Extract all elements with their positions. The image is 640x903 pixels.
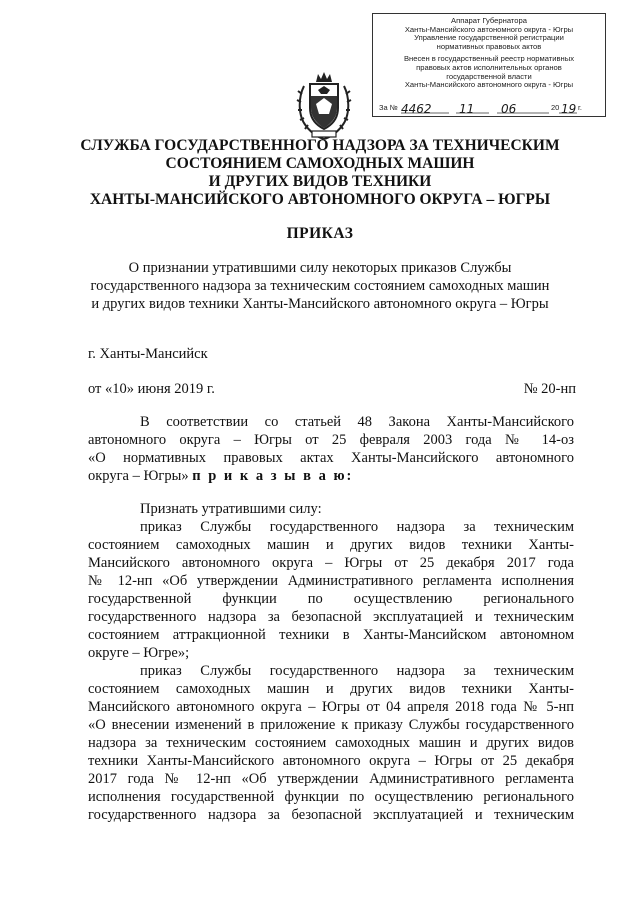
- body-line: Мансийского автономного округа – Югры от 25 декабря 2017 года: [88, 555, 574, 571]
- city: г. Ханты-Мансийск: [88, 346, 208, 362]
- subject-line: и других видов техники Ханты-Мансийского автономного округа – Югры: [91, 296, 549, 312]
- stamp-reg-month: 06: [501, 102, 517, 114]
- document-date: от «10» июня 2019 г.: [88, 381, 215, 397]
- coat-of-arms-emblem: [296, 68, 352, 142]
- stamp-reg-number: 4462: [401, 102, 432, 114]
- stamp-line: Внесен в государственный реестр нормативных: [403, 55, 575, 64]
- stamp-underline: [401, 112, 586, 114]
- stamp-reg-suffix: г.: [578, 103, 582, 113]
- body-line: надзора за техническим состоянием самоходных машин и других видов: [88, 735, 574, 751]
- body-line: [88, 467, 574, 485]
- stamp-reg-prefix: За №: [379, 103, 398, 113]
- document-body: [88, 413, 574, 824]
- body-line: техники Ханты-Мансийского автономного округа – Югры от 25 декабря: [88, 753, 574, 769]
- body-line: Мансийского автономного округа – Югры от 04 апреля 2018 года № 5-нп: [88, 699, 574, 715]
- agency-header: [40, 137, 600, 209]
- stamp-line: Аппарат Губернатора: [451, 17, 527, 25]
- subject-line: государственного надзора за техническим состоянием самоходных машин: [90, 278, 550, 294]
- stamp-line: Ханты-Мансийского автономного округа - Югры: [404, 81, 574, 90]
- body-line: приказ Службы государственного надзора за техническим: [140, 519, 574, 535]
- body-line: государственной функции по осуществлению регионального: [88, 591, 574, 607]
- body-line: Признать утратившими силу:: [140, 501, 322, 517]
- document-type-title: ПРИКАЗ: [286, 225, 354, 242]
- body-line: «О внесении изменений в приложение к приказу Службы государственного: [88, 717, 574, 733]
- body-line: государственного надзора за безопасной эксплуатацией и техническим: [88, 609, 574, 625]
- body-line: исполнения государственной функции по осуществлению регионального: [88, 789, 574, 805]
- header-line: ХАНТЫ-МАНСИЙСКОГО АВТОНОМНОГО ОКРУГА – ЮГРЫ: [89, 191, 551, 208]
- stamp-line: нормативных правовых актов: [436, 42, 542, 51]
- body-line: состоянием самоходных машин и других видов техники Ханты-: [88, 537, 574, 553]
- header-line: СЛУЖБА ГОСУДАРСТВЕННОГО НАДЗОРА ЗА ТЕХНИЧЕСКИМ: [80, 137, 560, 154]
- registration-stamp: [372, 13, 606, 117]
- stamp-line: Ханты-Мансийского автономного округа - Югры: [404, 25, 574, 34]
- stamp-line: Управление государственной регистрации: [414, 34, 564, 43]
- header-line: СОСТОЯНИЕМ САМОХОДНЫХ МАШИН: [165, 155, 475, 172]
- order-word: п р и к а з ы в а ю:: [192, 468, 354, 484]
- document-number: № 20-нп: [523, 381, 576, 397]
- stamp-line: государственной власти: [446, 72, 532, 81]
- body-line: 2017 года № 12-нп «Об утверждении Административного регламента: [88, 771, 574, 787]
- header-line: И ДРУГИХ ВИДОВ ТЕХНИКИ: [208, 173, 432, 190]
- body-line: государственного надзора за безопасной эксплуатацией и техническим: [88, 807, 574, 823]
- stamp-reg-day: 11: [459, 102, 475, 114]
- body-line: состоянием самоходных машин и других видов техники Ханты-: [88, 681, 574, 697]
- body-line: № 12-нп «Об утверждении Административного регламента исполнения: [88, 573, 574, 589]
- stamp-registration-line: [379, 100, 599, 114]
- body-line: состоянием аттракционной техники в Ханты-Мансийском автономном: [88, 627, 574, 643]
- stamp-reg-year-suffix: 19: [561, 102, 577, 114]
- body-line: автономного округа – Югры от 25 февраля 2003 года № 14-оз: [88, 432, 574, 448]
- subject-line: О признании утратившими силу некоторых приказов Службы: [128, 260, 512, 276]
- stamp-line: правовых актов исполнительных органов: [416, 63, 562, 72]
- body-line: приказ Службы государственного надзора за техническим: [140, 663, 574, 679]
- body-line: «О нормативных правовых актах Ханты-Мансийского автономного: [88, 450, 574, 466]
- body-text: округа – Югры»: [88, 468, 189, 484]
- document-subject: [60, 259, 580, 313]
- body-line: В соответствии со статьей 48 Закона Ханты-Мансийского: [140, 414, 574, 430]
- body-line: округе – Югре»;: [88, 645, 190, 661]
- stamp-reg-year-prefix: 20: [551, 103, 560, 113]
